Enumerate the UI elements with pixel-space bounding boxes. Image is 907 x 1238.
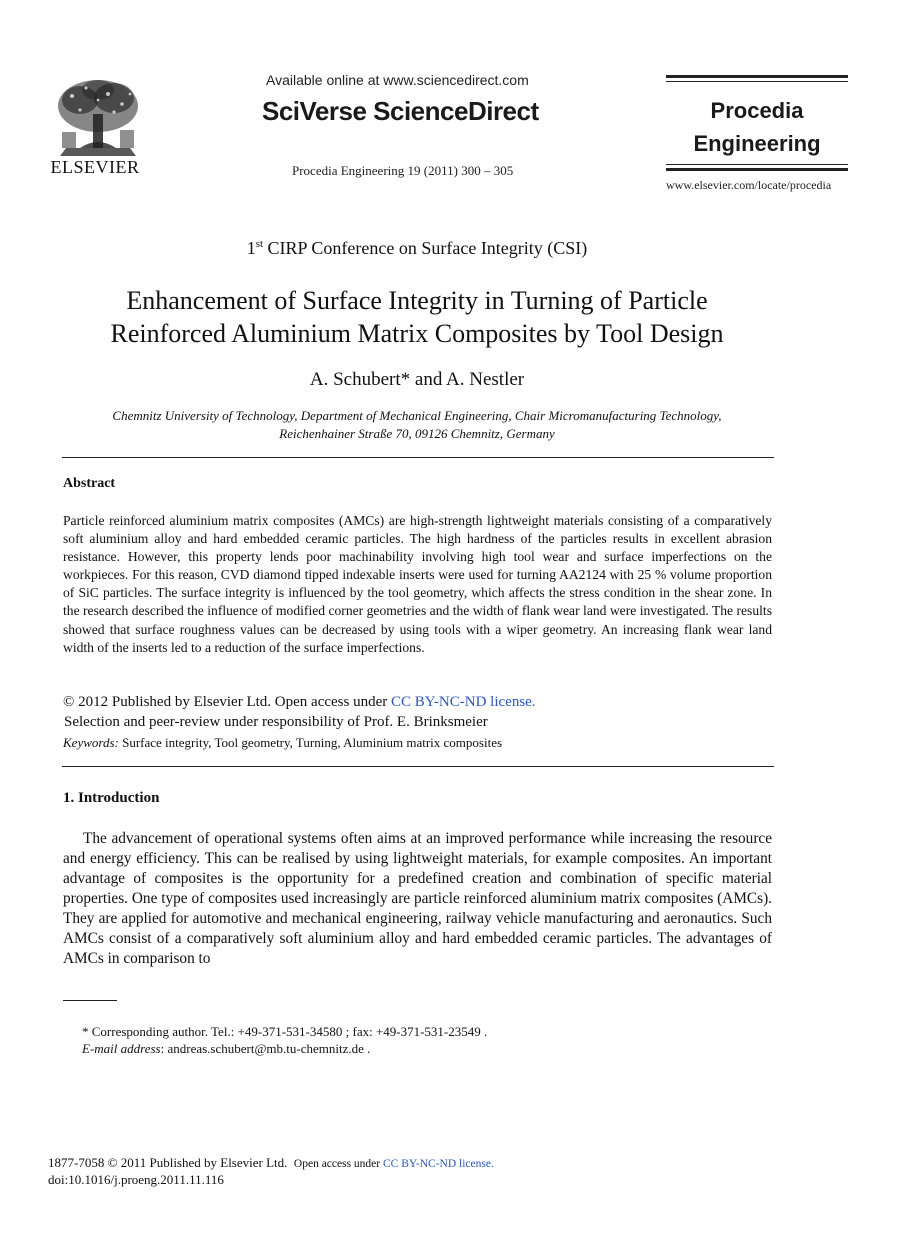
paper-title-line1: Enhancement of Surface Integrity in Turning of Particle <box>126 286 708 315</box>
journal-box-top-rule-thin <box>666 81 848 82</box>
journal-name-line1: Procedia <box>710 98 804 123</box>
conference-title: CIRP Conference on Surface Integrity (CSI) <box>263 238 588 258</box>
copyright-text: © 2012 Published by Elsevier Ltd. Open access under <box>63 694 391 710</box>
paper-title <box>40 284 794 350</box>
journal-box-bottom-rule-thin <box>666 164 848 165</box>
footer-license-link[interactable]: CC BY-NC-ND license. <box>383 1158 494 1170</box>
abstract-bottom-rule <box>62 766 774 767</box>
elsevier-wordmark: ELSEVIER <box>50 157 140 177</box>
keywords-line <box>63 735 502 751</box>
keywords-label: Keywords: <box>63 735 119 750</box>
sciverse-sciencedirect-logo: SciVerse ScienceDirect <box>262 96 539 126</box>
abstract-heading: Abstract <box>63 476 116 491</box>
peer-review-note: Selection and peer-review under responsibility of Prof. E. Brinksmeier <box>64 714 488 730</box>
license-link[interactable]: CC BY-NC-ND license. <box>391 694 536 710</box>
abstract-body: Particle reinforced aluminium matrix composites (AMCs) are high-strength lightweight materials consisting of a comparatively soft aluminium alloy and hard embedded ceramic particles. The high hardness of the particles results in excellent abrasion resistance. However, this property lends poor machinability involving high tool wear and surface imperfections on the workpieces. For this reason, CVD diamond tipped indexable inserts were used for turning AA2124 with 25 % volume proportion of SiC particles. The surface integrity is influenced by the tool geometry, which affects the stress condition in the shear zone. In the research described the influence of modified corner geometries and the width of flank wear land were investigated. The results showed that surface roughness values can be decreased by using tools with a wiper geometry. An increasing flank wear land width of the inserts led to a reduction of the surface imperfections. <box>63 513 772 655</box>
section-heading-introduction: 1. Introduction <box>63 790 160 806</box>
affiliation-line2: Reichenhainer Straße 70, 09126 Chemnitz, Germany <box>279 426 555 441</box>
abstract-top-rule <box>62 457 774 458</box>
paper-title-line2: Reinforced Aluminium Matrix Composites by Tool Design <box>110 319 724 348</box>
introduction-paragraph: The advancement of operational systems often aims at an improved performance while increasing the resource and energy efficiency. This can be realised by using lightweight materials, for example composites. An important advantage of composites is the opportunity for a predefined creation and combination of specific material properties. One type of composites used increasingly are particle reinforced aluminium matrix composites (AMCs). They are applied for automotive and mechanical engineering, railway vehicle manufacturing and aeronautics. Such AMCs consist of a comparatively soft aluminium alloy and hard embedded ceramic particles. The advantages of AMCs in comparison to <box>63 830 772 967</box>
copyright-notice <box>63 694 536 711</box>
journal-name <box>666 94 848 160</box>
conference-name <box>0 238 834 259</box>
issn-line <box>48 1155 494 1171</box>
journal-box-bottom-rule-thick <box>666 168 848 171</box>
journal-reference: Procedia Engineering 19 (2011) 300 – 305 <box>292 163 514 178</box>
issn-copyright: 1877-7058 © 2011 Published by Elsevier Ltd. <box>48 1155 288 1170</box>
author-list: A. Schubert* and A. Nestler <box>309 369 525 390</box>
open-access-text: Open access under <box>293 1158 383 1170</box>
footnote-rule <box>63 1000 117 1001</box>
journal-url: www.elsevier.com/locate/procedia <box>666 178 832 192</box>
keywords-list: Surface integrity, Tool geometry, Turning, Aluminium matrix composites <box>118 735 503 750</box>
journal-name-line2: Engineering <box>693 131 821 156</box>
conference-ordinal-suffix: st <box>255 238 264 250</box>
email-label: E-mail address <box>82 1041 161 1056</box>
email-footnote <box>82 1041 370 1057</box>
corresponding-author-footnote: * Corresponding author. Tel.: +49-371-531-34580 ; fax: +49-371-531-23549 . <box>82 1024 488 1039</box>
doi[interactable]: doi:10.1016/j.proeng.2011.11.116 <box>48 1172 224 1187</box>
email-address: : andreas.schubert@mb.tu-chemnitz.de . <box>160 1041 371 1056</box>
available-online-text: Available online at www.sciencedirect.com <box>266 72 529 88</box>
tree-emblem-icon <box>50 76 146 158</box>
conference-ordinal: 1 <box>246 238 256 258</box>
journal-box-top-rule-thick <box>666 75 848 78</box>
affiliation <box>40 407 794 443</box>
affiliation-line1: Chemnitz University of Technology, Department of Mechanical Engineering, Chair Micromanufacturing Technology, <box>112 408 722 423</box>
